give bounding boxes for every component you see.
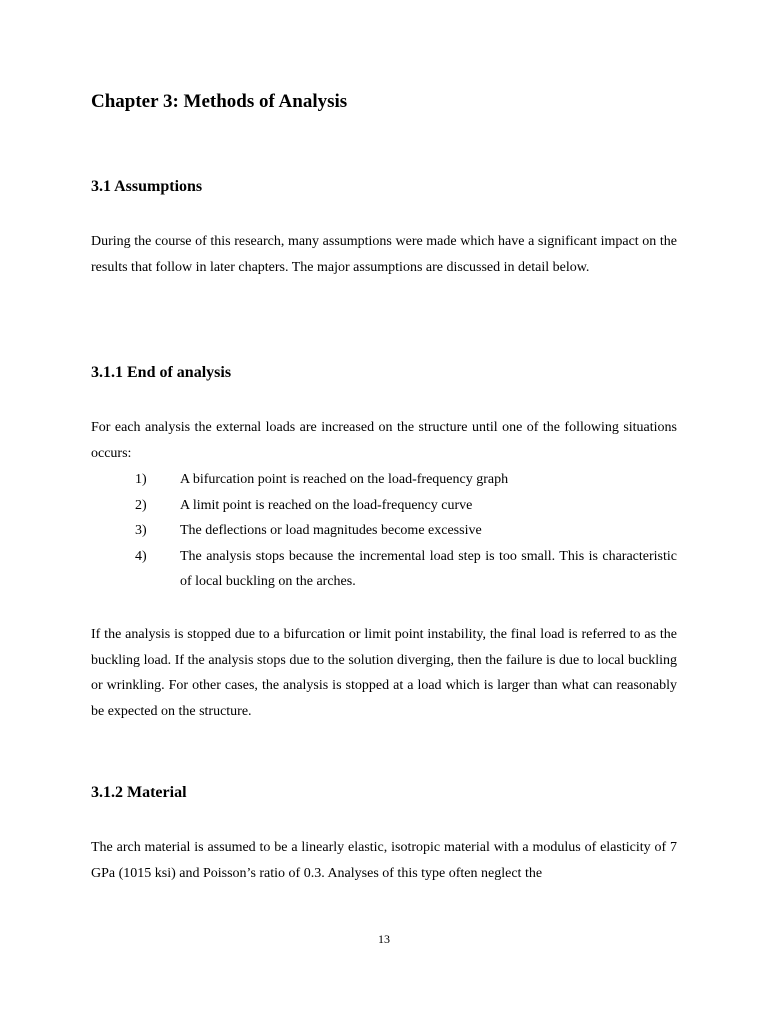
paragraph-buckling-load: If the analysis is stopped due to a bifurcation or limit point instability, the final load is referred to as the buckling load. If the analysis stops due to the solution diverging, then the failure is due to local buckling or wrinkling. For other cases, the analysis is stopped at a load which is larger than what can reasonably be expected on the structure. — [91, 627, 677, 719]
paragraph-end-of-analysis-intro: For each analysis the external loads are increased on the structure until one of the following situations occurs: — [91, 420, 677, 461]
section-heading-3-1-1: 3.1.1 End of analysis — [91, 364, 232, 381]
list-item-text: The deflections or load magnitudes become excessive — [180, 523, 482, 538]
list-item — [0, 467, 768, 493]
section-heading-3-1-2: 3.1.2 Material — [91, 784, 187, 801]
list-item-number: 3) — [135, 523, 147, 538]
section-heading-3-1: 3.1 Assumptions — [91, 178, 203, 195]
list-item-text: A bifurcation point is reached on the load-frequency graph — [180, 472, 509, 487]
list-item — [0, 544, 768, 595]
paragraph-assumptions: During the course of this research, many assumptions were made which have a significant impact on the results that follow in later chapters. The major assumptions are discussed in detail below. — [91, 234, 677, 275]
paragraph-material: The arch material is assumed to be a linearly elastic, isotropic material with a modulus of elasticity of 7 GPa (1015 ksi) and Poisson’s ratio of 0.3. Analyses of this type often neglect the — [91, 840, 677, 881]
list-item — [0, 518, 768, 544]
list-item-text: A limit point is reached on the load-frequency curve — [180, 497, 473, 513]
end-conditions-list — [0, 467, 768, 595]
chapter-title: Chapter 3: Methods of Analysis — [91, 91, 348, 112]
list-item-number: 2) — [135, 497, 147, 513]
page-number: 13 — [378, 932, 390, 946]
list-item-text: The analysis stops because the incremental load step is too small. This is characteristic of local buckling on the arches. — [180, 548, 677, 589]
list-item-number: 4) — [135, 548, 147, 564]
list-item-number: 1) — [135, 472, 147, 487]
list-item — [0, 493, 768, 519]
